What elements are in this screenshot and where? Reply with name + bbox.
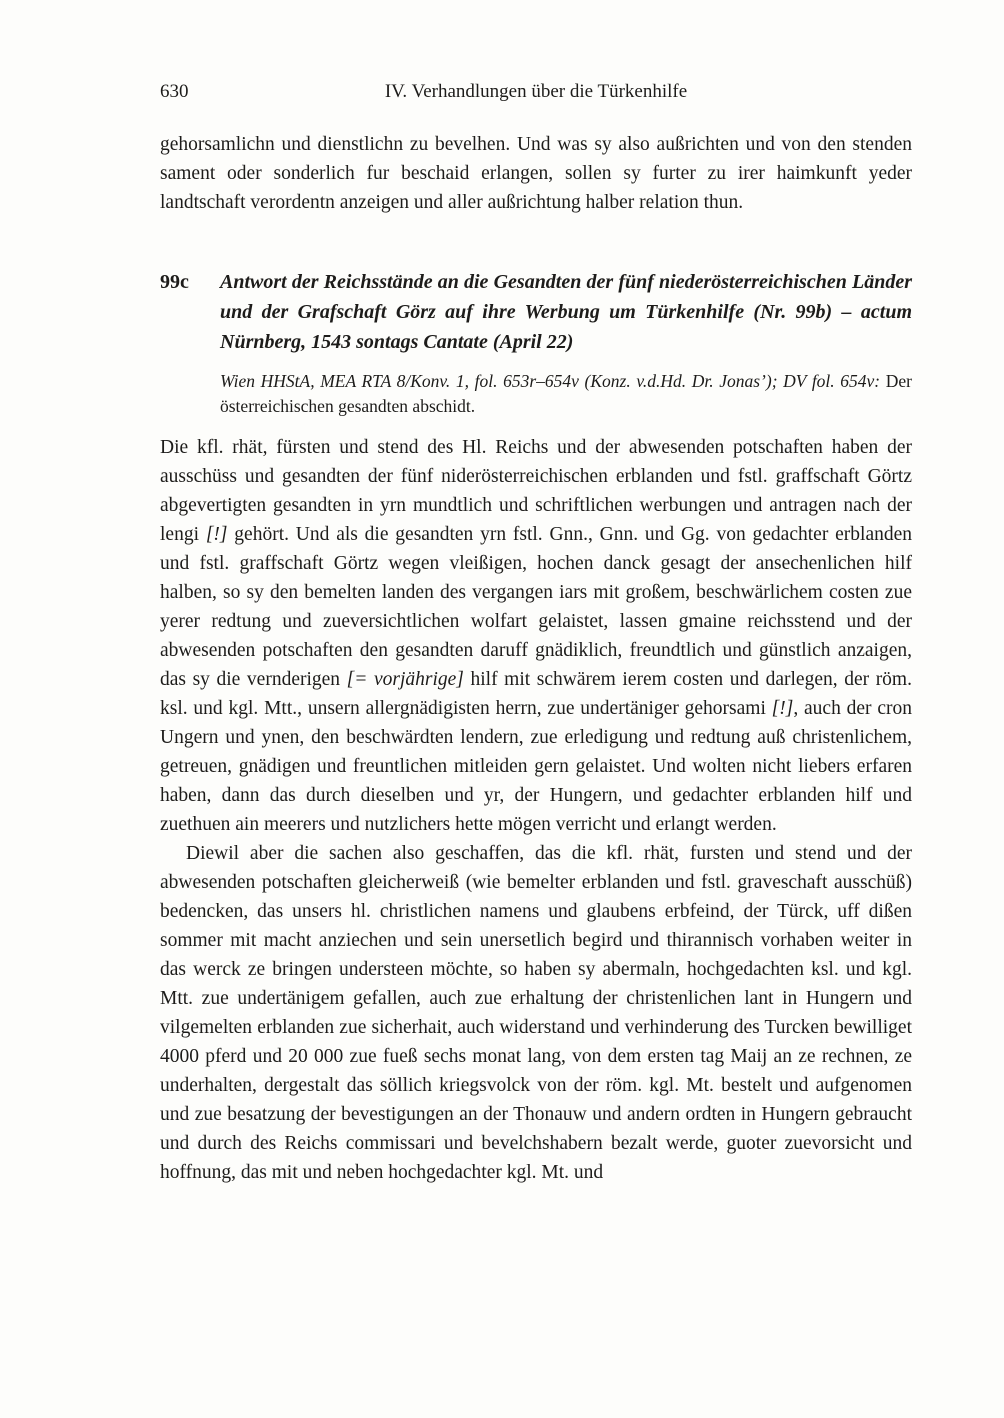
body-paragraph-1 <box>160 433 912 839</box>
body-paragraph-2: Diewil aber die sachen also geschaffen, das die kfl. rhät, fursten und stend und der abwesenden potschaften gleicherweiß (wie bemelter erblanden und fstl. graveschaft ausschüß) bedencken, das unsers hl. christlichen namens und glaubens erbfeind, der Türck, uff dißen sommer mit macht anziechen und sein unersetlich begird und thirannisch vorhaben weiter in das werck ze bringen understeen möchte, so haben sy abermaln, hochgedachten ksl. und kgl. Mtt. zue undertänigem gefallen, auch zue erhaltung der christenlichen lant in Hungern und vilgemelten erblanden zue sicherhait, auch widerstand und verhinderung des Turcken bewilliget 4000 pferd und 20 000 zue fueß sechs monat lang, von dem ersten tag Maij an ze rechnen, ze underhalten, dergestalt das söllich kriegsvolck von der röm. kgl. Mt. bestelt und aufgenomen und zue besatzung der bevestigungen an der Thonauw und andern ordten in Hungern gebraucht und durch des Reichs commissari und bevelchshabern bezalt werde, guoter zuevorsicht und hoffnung, das mit und neben hochgedachter kgl. Mt. und <box>160 843 912 1183</box>
text-run: Die kfl. rhät, fürsten und stend des Hl. Reichs und der abwesenden potschaften haben der ausschüss und gesandten der fünf niderösterreichischen erblanden und fstl. graffschaft Görtz abgevertigten gesandten in yrn mundtlich und schriftlichen werbungen und antragen nach der lengi <box>160 437 912 545</box>
document-title: Antwort der Reichsstände an die Gesandten der fünf niederösterreichischen Länder und der Grafschaft Görz auf ihre Werbung um Türkenhilfe (Nr. 99b) – actum Nürnberg, 1543 sontags Cantate (April 22) <box>220 271 912 353</box>
editorial-note: [!] <box>771 698 794 719</box>
source-note-archive: Wien HHStA, MEA RTA 8/Konv. 1, fol. 653r–654v (Konz. v.d.Hd. Dr. Jonas’); DV fol. 654v: <box>220 371 881 391</box>
running-title: IV. Verhandlungen über die Türkenhilfe <box>384 81 688 102</box>
text-run: , auch der cron Ungern und ynen, den beschwärdten lendern, zue erledigung und redtung auß christenlichem, getreuen, gnädigen und freuntlichen mitleiden gern gelaistet. Und wolten nicht liebers erfaren haben, dann das durch dieselben und yr, der Hungern, und gedachter erblanden hilf und zuethuen ain meerers und nutzlichers hette mögen verricht und erlangt werden. <box>160 698 912 835</box>
source-note <box>220 369 912 419</box>
document-number: 99c <box>160 271 189 293</box>
text-run: hilf mit schwärem ierem costen und darlegen, der röm. ksl. und kgl. Mtt., unsern allergnädigisten herrn, zue undertäniger gehorsami <box>160 669 912 719</box>
source-note-description: Der österreichischen gesandten abschidt. <box>220 371 913 416</box>
intro-paragraph: gehorsamlichn und dienstlichn zu bevelhen. Und was sy also außrichten und von den stenden sament oder sonderlich fur beschaid erlangen, sollen sy furter zu irer haimkunft yeder landtschaft verordentn anzeigen und aller außrichtung halber relation thun. <box>160 134 912 213</box>
page-header <box>160 78 912 106</box>
text-run: gehört. Und als die gesandten yrn fstl. Gnn., Gnn. und Gg. von gedachter erblanden und fstl. graffschaft Görtz wegen vleißigen, hochen danck gesagt der ansechenlichen hilf halben, so sy den bemelten landen des vergangen iars mit großem, beschwärlichem costen zue yerer redtung und zueversichtlichen wolfart gelaistet, lassen gmaine reichsstend und der abwesenden potschaften den gesandten daruff gnädiklich, freundtlich und günstlich anzaigen, das sy die vernderigen <box>160 524 913 690</box>
editorial-gloss: [= vorjährige] <box>346 669 464 690</box>
editorial-note: [!] <box>205 524 228 545</box>
section-heading <box>160 267 912 357</box>
page-number: 630 <box>160 81 189 102</box>
